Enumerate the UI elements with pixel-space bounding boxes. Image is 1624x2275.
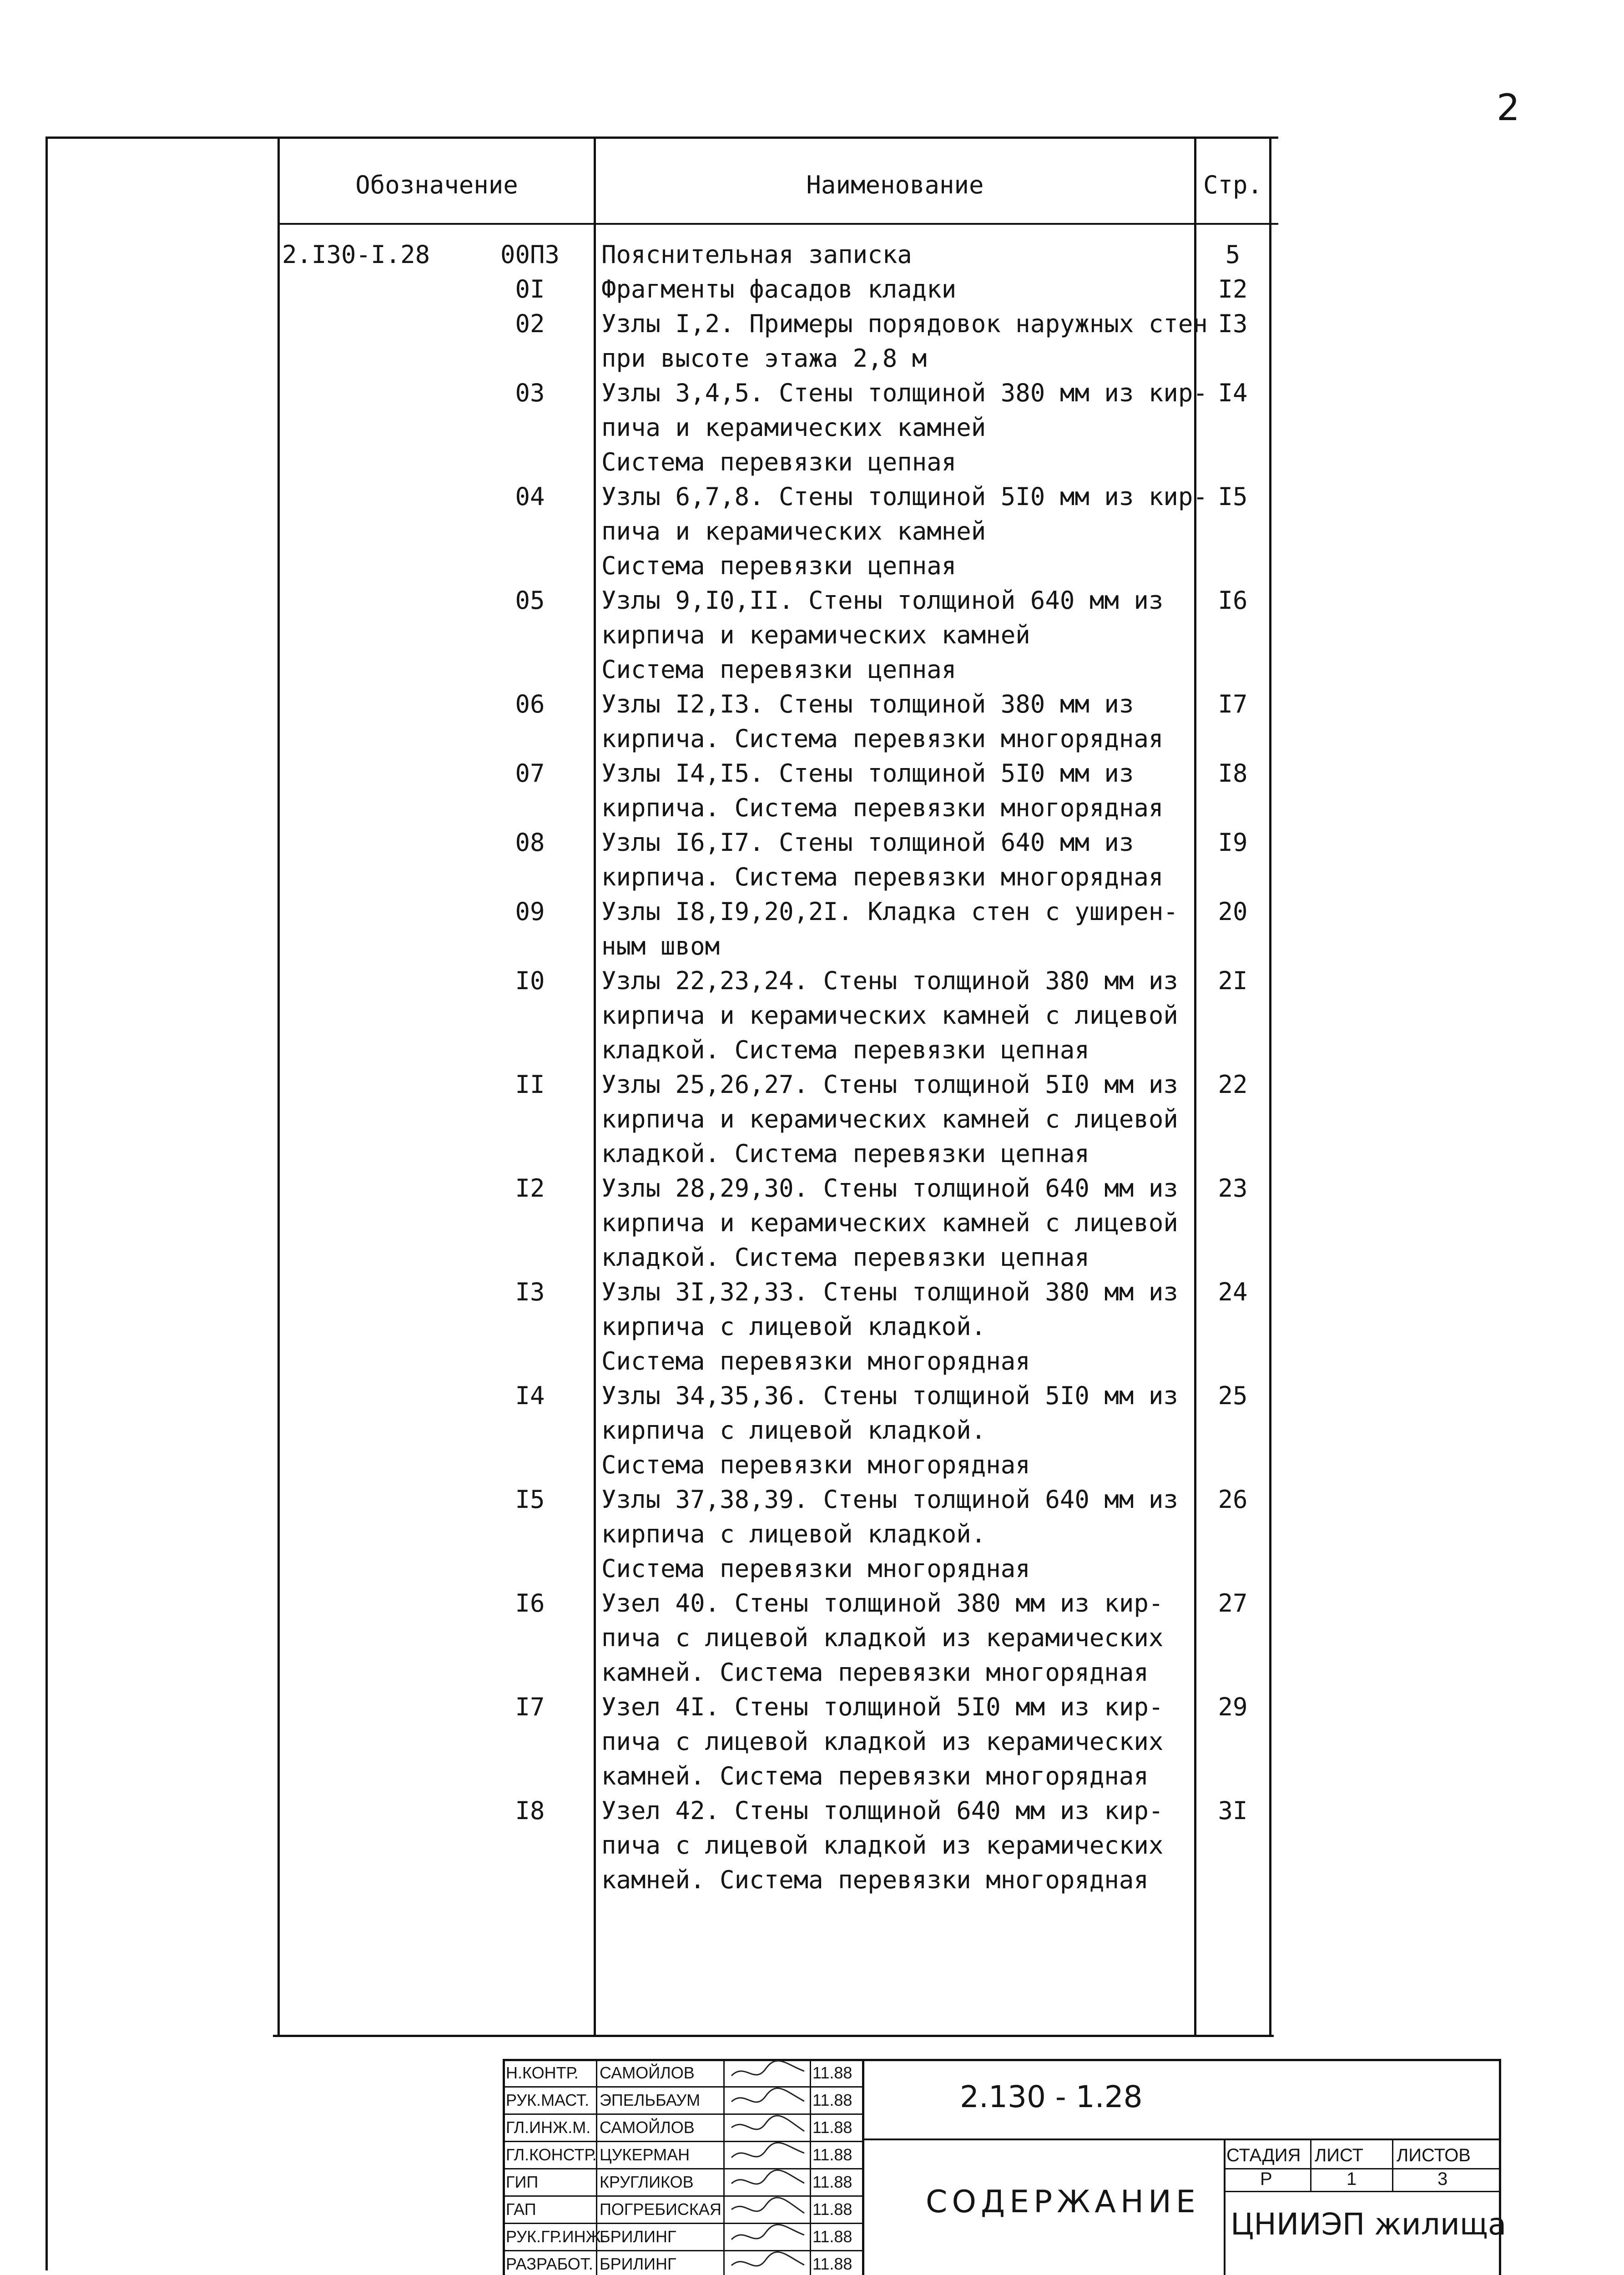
row-code: I4 xyxy=(515,1381,545,1410)
row-name-line: пича с лицевой кладкой из керамических xyxy=(601,1831,1164,1860)
row-code: I8 xyxy=(515,1796,545,1825)
row-name-line: кирпича и керамических камней xyxy=(601,621,1030,649)
signature-role: ГАП xyxy=(506,2200,536,2219)
row-name-line: Узлы I4,I5. Стены толщиной 5I0 мм из xyxy=(601,759,1134,788)
row-name-line: кирпича с лицевой кладкой. xyxy=(601,1416,986,1445)
signature-date: 11.88 xyxy=(812,2091,852,2109)
row-name-line: кладкой. Система перевязки цепная xyxy=(601,1243,1089,1272)
row-name-line: Система перевязки многорядная xyxy=(601,1554,1030,1583)
row-page: 29 xyxy=(1218,1693,1248,1721)
row-name-line: Узлы 3,4,5. Стены толщиной 380 мм из кир- xyxy=(601,379,1208,407)
row-name-line: кирпича. Система перевязки многорядная xyxy=(601,863,1164,891)
row-name-line: Система перевязки цепная xyxy=(601,655,957,684)
stage-value: Р xyxy=(1260,2169,1272,2189)
row-name-line: кирпича. Система перевязки многорядная xyxy=(601,794,1164,822)
page-number: 2 xyxy=(1497,86,1520,129)
row-page: I6 xyxy=(1218,586,1248,615)
stamp-document-code: 2.130 - 1.28 xyxy=(960,2079,1143,2114)
row-name-line: Фрагменты фасадов кладки xyxy=(601,275,957,303)
row-name-line: Узлы 37,38,39. Стены толщиной 640 мм из xyxy=(601,1485,1178,1514)
signature-role: ГЛ.КОНСТР. xyxy=(506,2145,597,2164)
handwritten-signature xyxy=(727,2060,809,2085)
row-name-line: Узлы 3I,32,33. Стены толщиной 380 мм из xyxy=(601,1278,1178,1306)
row-name-line: камней. Система перевязки многорядная xyxy=(601,1866,1149,1894)
row-name-line: ным швом xyxy=(601,932,720,961)
signature-date: 11.88 xyxy=(812,2063,852,2082)
row-name-line: Узлы 22,23,24. Стены толщиной 380 мм из xyxy=(601,966,1178,995)
row-name-line: Узлы 34,35,36. Стены толщиной 5I0 мм из xyxy=(601,1381,1178,1410)
row-code: I5 xyxy=(515,1485,545,1514)
row-name-line: кладкой. Система перевязки цепная xyxy=(601,1036,1089,1064)
row-name-line: кирпича и керамических камней с лицевой xyxy=(601,1208,1178,1237)
sheet-value: 1 xyxy=(1347,2169,1357,2189)
row-page: I7 xyxy=(1218,690,1248,718)
signature-role: ГЛ.ИНЖ.М. xyxy=(506,2118,591,2137)
row-code: I0 xyxy=(515,966,545,995)
row-name-line: Пояснительная записка xyxy=(601,240,912,269)
handwritten-signature xyxy=(727,2196,809,2222)
row-name-line: пича и керамических камней xyxy=(601,517,986,546)
row-code: 07 xyxy=(515,759,545,788)
row-name-line: пича и керамических камней xyxy=(601,413,986,442)
row-page: 24 xyxy=(1218,1278,1248,1306)
handwritten-signature xyxy=(727,2169,809,2194)
row-page: 23 xyxy=(1218,1174,1248,1203)
header-name: Наименование xyxy=(806,171,984,199)
row-name-line: Система перевязки цепная xyxy=(601,551,957,580)
row-page: 22 xyxy=(1218,1070,1248,1099)
signature-date: 11.88 xyxy=(812,2118,852,2137)
row-code: 05 xyxy=(515,586,545,615)
document-code: 2.I30-I.28 xyxy=(282,240,430,269)
signature-name: САМОЙЛОВ xyxy=(600,2063,695,2082)
signature-date: 11.88 xyxy=(812,2255,852,2273)
signature-role: РУК.МАСТ. xyxy=(506,2091,590,2109)
row-code: 06 xyxy=(515,690,545,718)
row-name-line: Узел 42. Стены толщиной 640 мм из кир- xyxy=(601,1796,1164,1825)
signature-role: Н.КОНТР. xyxy=(506,2063,579,2082)
signature-name: ПОГРЕБИСКАЯ xyxy=(600,2200,721,2219)
row-name-line: Система перевязки многорядная xyxy=(601,1451,1030,1479)
row-code: 02 xyxy=(515,309,545,338)
row-page: 26 xyxy=(1218,1485,1248,1514)
signature-role: ГИП xyxy=(506,2173,539,2191)
row-page: 5 xyxy=(1225,240,1241,269)
row-code: 08 xyxy=(515,828,545,857)
signature-name: БРИЛИНГ xyxy=(600,2255,676,2273)
row-name-line: Узлы I,2. Примеры порядовок наружных стен xyxy=(601,309,1208,338)
row-page: 2I xyxy=(1218,966,1248,995)
signature-date: 11.88 xyxy=(812,2173,852,2191)
signature-role: РУК.ГР.ИНЖ. xyxy=(506,2227,605,2246)
header-page: Стр. xyxy=(1203,171,1263,199)
row-name-line: кладкой. Система перевязки цепная xyxy=(601,1139,1089,1168)
row-name-line: пича с лицевой кладкой из керамических xyxy=(601,1727,1164,1756)
handwritten-signature xyxy=(727,2087,809,2113)
stage-label: СТАДИЯ xyxy=(1226,2145,1301,2165)
signature-name: БРИЛИНГ xyxy=(600,2227,676,2246)
row-name-line: Узел 40. Стены толщиной 380 мм из кир- xyxy=(601,1589,1164,1618)
handwritten-signature xyxy=(727,2224,809,2249)
row-page: 25 xyxy=(1218,1381,1248,1410)
row-code: II xyxy=(515,1070,545,1099)
row-page: 20 xyxy=(1218,897,1248,926)
row-name-line: кирпича и керамических камней с лицевой xyxy=(601,1001,1178,1030)
handwritten-signature xyxy=(727,2142,809,2167)
row-name-line: Узлы I6,I7. Стены толщиной 640 мм из xyxy=(601,828,1134,857)
signature-name: КРУГЛИКОВ xyxy=(600,2173,694,2191)
handwritten-signature xyxy=(727,2114,809,2140)
row-name-line: Система перевязки многорядная xyxy=(601,1347,1030,1375)
row-name-line: Узел 4I. Стены толщиной 5I0 мм из кир- xyxy=(601,1693,1164,1721)
row-code: 04 xyxy=(515,482,545,511)
signature-date: 11.88 xyxy=(812,2145,852,2164)
row-code: I7 xyxy=(515,1693,545,1721)
row-page: I9 xyxy=(1218,828,1248,857)
row-name-line: камней. Система перевязки многорядная xyxy=(601,1658,1149,1687)
row-name-line: Узлы I8,I9,20,2I. Кладка стен с уширен- xyxy=(601,897,1178,926)
signature-name: ЦУКЕРМАН xyxy=(600,2145,690,2164)
row-name-line: камней. Система перевязки многорядная xyxy=(601,1762,1149,1790)
row-name-line: Узлы 25,26,27. Стены толщиной 5I0 мм из xyxy=(601,1070,1178,1099)
row-page: I5 xyxy=(1218,482,1248,511)
row-code: I2 xyxy=(515,1174,545,1203)
signature-date: 11.88 xyxy=(812,2227,852,2246)
signature-name: САМОЙЛОВ xyxy=(600,2118,695,2137)
row-name-line: при высоте этажа 2,8 м xyxy=(601,344,927,373)
sheets-value: 3 xyxy=(1437,2169,1448,2189)
row-name-line: Узлы 9,I0,II. Стены толщиной 640 мм из xyxy=(601,586,1164,615)
row-name-line: Узлы 6,7,8. Стены толщиной 5I0 мм из кир- xyxy=(601,482,1208,511)
row-name-line: Узлы I2,I3. Стены толщиной 380 мм из xyxy=(601,690,1134,718)
row-code: I6 xyxy=(515,1589,545,1618)
organization-name: ЦНИИЭП жилища xyxy=(1231,2207,1507,2242)
row-page: I2 xyxy=(1218,275,1248,303)
row-page: 3I xyxy=(1218,1796,1248,1825)
signature-date: 11.88 xyxy=(812,2200,852,2219)
row-page: I3 xyxy=(1218,309,1248,338)
row-page: I4 xyxy=(1218,379,1248,407)
sheet-label: ЛИСТ xyxy=(1315,2145,1363,2165)
row-name-line: Узлы 28,29,30. Стены толщиной 640 мм из xyxy=(601,1174,1178,1203)
row-page: I8 xyxy=(1218,759,1248,788)
signature-name: ЭПЕЛЬБАУМ xyxy=(600,2091,701,2109)
sheet-title: СОДЕРЖАНИЕ xyxy=(926,2184,1200,2220)
row-code: 03 xyxy=(515,379,545,407)
row-name-line: кирпича с лицевой кладкой. xyxy=(601,1312,986,1341)
row-code: 09 xyxy=(515,897,545,926)
header-designation: Обозначение xyxy=(355,171,518,199)
row-name-line: кирпича. Система перевязки многорядная xyxy=(601,724,1164,753)
handwritten-signature xyxy=(727,2251,809,2275)
signature-role: РАЗРАБОТ. xyxy=(506,2255,593,2273)
row-code: 0I xyxy=(515,275,545,303)
row-page: 27 xyxy=(1218,1589,1248,1618)
row-name-line: пича с лицевой кладкой из керамических xyxy=(601,1623,1164,1652)
row-name-line: Система перевязки цепная xyxy=(601,448,957,476)
row-name-line: кирпича с лицевой кладкой. xyxy=(601,1520,986,1548)
sheets-label: ЛИСТОВ xyxy=(1397,2145,1471,2165)
row-code: I3 xyxy=(515,1278,545,1306)
row-name-line: кирпича и керамических камней с лицевой xyxy=(601,1105,1178,1133)
row-code: 00ПЗ xyxy=(500,240,560,269)
